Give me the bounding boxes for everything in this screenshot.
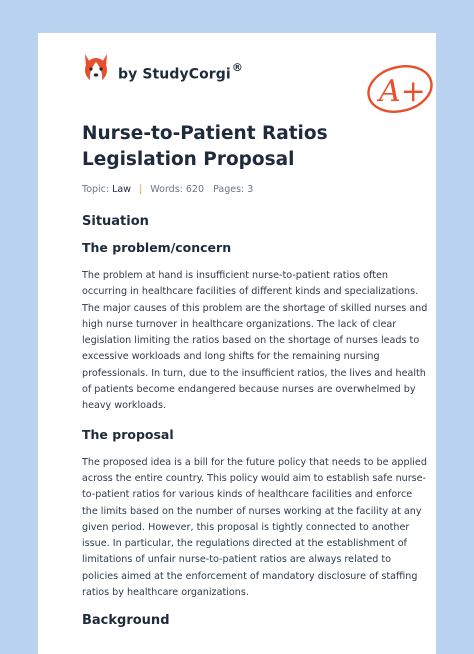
text-line: heavy workloads. [82, 400, 167, 412]
text-line: the limits based on the number of nurses working at the facility at any [82, 505, 422, 517]
heading-problem: The problem/concern [82, 240, 232, 255]
text-line: across the entire country. This policy would aim to establish safe nurse- [82, 472, 427, 484]
text-line: occurring in healthcare facilities of different kinds and specializations. [82, 286, 419, 298]
registered-mark: ® [231, 61, 243, 74]
text-line: policies aimed at the enforcement of mandatory disclosure of staffing [82, 570, 418, 582]
document-page [38, 33, 436, 654]
header [82, 53, 436, 109]
text-line: professionals. In turn, due to the insufficient ratios, the lives and health [82, 367, 426, 379]
heading-situation: Situation [82, 214, 149, 229]
heading-proposal: The proposal [82, 426, 174, 442]
title-line-2: Legislation Proposal [82, 149, 295, 170]
text-line: limitations of unfair nurse-to-patient ratios are always related to [82, 554, 392, 566]
heading-background: Background [82, 613, 170, 629]
topic-link[interactable]: Law [112, 184, 132, 195]
text-line: The problem at hand is insufficient nurse-to-patient ratios often [82, 270, 388, 281]
page-count: Pages: 3 [213, 184, 254, 195]
brand-name[interactable]: by StudyCorgi® [118, 61, 243, 83]
text-line: The major causes of this problem are the shortage of skilled nurses and [82, 302, 428, 314]
document-meta [82, 183, 427, 196]
document-content [82, 121, 427, 630]
paragraph-problem [82, 268, 427, 415]
meta-separator: | [139, 184, 143, 195]
title-line-1: Nurse-to-Patient Ratios [82, 123, 328, 144]
text-line: issue. In particular, the regulations directed at the establishment of [82, 538, 407, 550]
text-line: excessive workloads and long shifts for the remaining nursing [82, 351, 380, 363]
text-line: to-patient ratios for various kinds of healthcare facilities and enforce [82, 489, 413, 501]
word-count: Words: 620 [150, 184, 205, 195]
text-line: legislation limiting the ratios based on the shortage of nurses leads to [82, 335, 420, 347]
text-line: of patients become endangered because nurses are overwhelmed by [82, 384, 416, 396]
text-line: The proposed idea is a bill for the future policy that needs to be applied [82, 456, 427, 468]
text-line: given period. However, this proposal is tightly connected to another [82, 521, 410, 533]
corgi-logo-icon[interactable] [82, 53, 110, 85]
grade-mark-text: A+ [379, 74, 426, 109]
grade-a-plus-icon [364, 62, 436, 116]
text-line: high nurse turnover in healthcare organizations. The lack of clear [82, 318, 397, 330]
paragraph-proposal [82, 455, 427, 602]
document-title [82, 121, 427, 173]
topic-label: Topic: [82, 184, 110, 195]
text-line: ratios by healthcare organizations. [82, 587, 249, 599]
